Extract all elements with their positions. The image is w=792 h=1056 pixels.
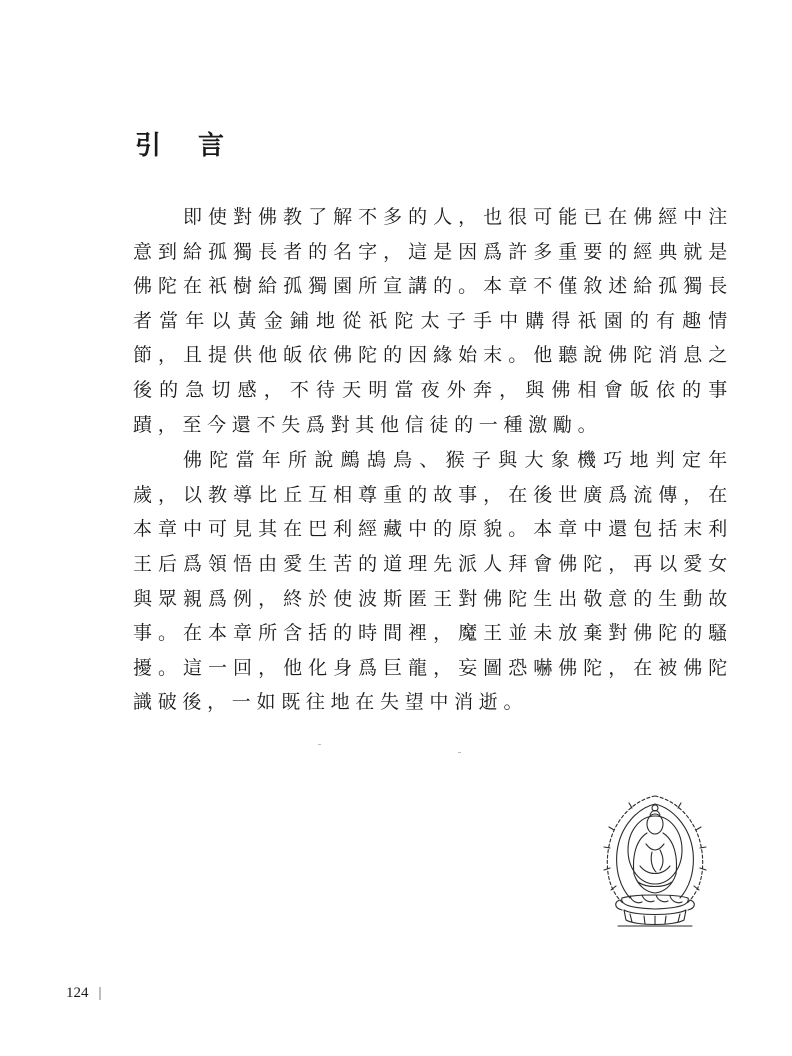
- buddha-on-lotus-icon: [594, 790, 716, 940]
- footer-separator: |: [98, 985, 102, 1001]
- page-number: 124: [66, 985, 89, 1001]
- chapter-title: 引 言: [135, 131, 239, 161]
- body-text: [133, 200, 733, 720]
- paper-speck: [458, 752, 461, 753]
- paragraph-2: 佛陀當年所說鷓鴣鳥、猴子與大象機巧地判定年歲，以教導比丘互相尊重的故事，在後世廣爲流傳，在本章中可見其在巴利經藏中的原貌。本章中還包括末利王后爲領悟由愛生苦的道理先派人拜會佛陀，再以愛女與眾親爲例，終於使波斯匿王對佛陀生出敬意的生動故事。在本章所含括的時間裡，魔王並未放棄對佛陀的騷擾。這一回，他化身爲巨龍，妄圖恐嚇佛陀，在被佛陀識破後，一如既往地在失望中消逝。: [133, 449, 733, 714]
- paragraph-1: 即使對佛教了解不多的人，也很可能已在佛經中注意到給孤獨長者的名字，這是因爲許多重要的經典就是佛陀在祇樹給孤獨園所宣講的。本章不僅敘述給孤獨長者當年以黃金鋪地從祇陀太子手中購得祇園的有趣情節，且提供他皈依佛陀的因緣始末。他聽說佛陀消息之後的急切感，不待天明當夜外奔，與佛相會皈依的事蹟，至今還不失爲對其他信徒的一種激勵。: [133, 206, 733, 436]
- paper-speck: [318, 744, 321, 745]
- page-footer: [66, 985, 102, 1002]
